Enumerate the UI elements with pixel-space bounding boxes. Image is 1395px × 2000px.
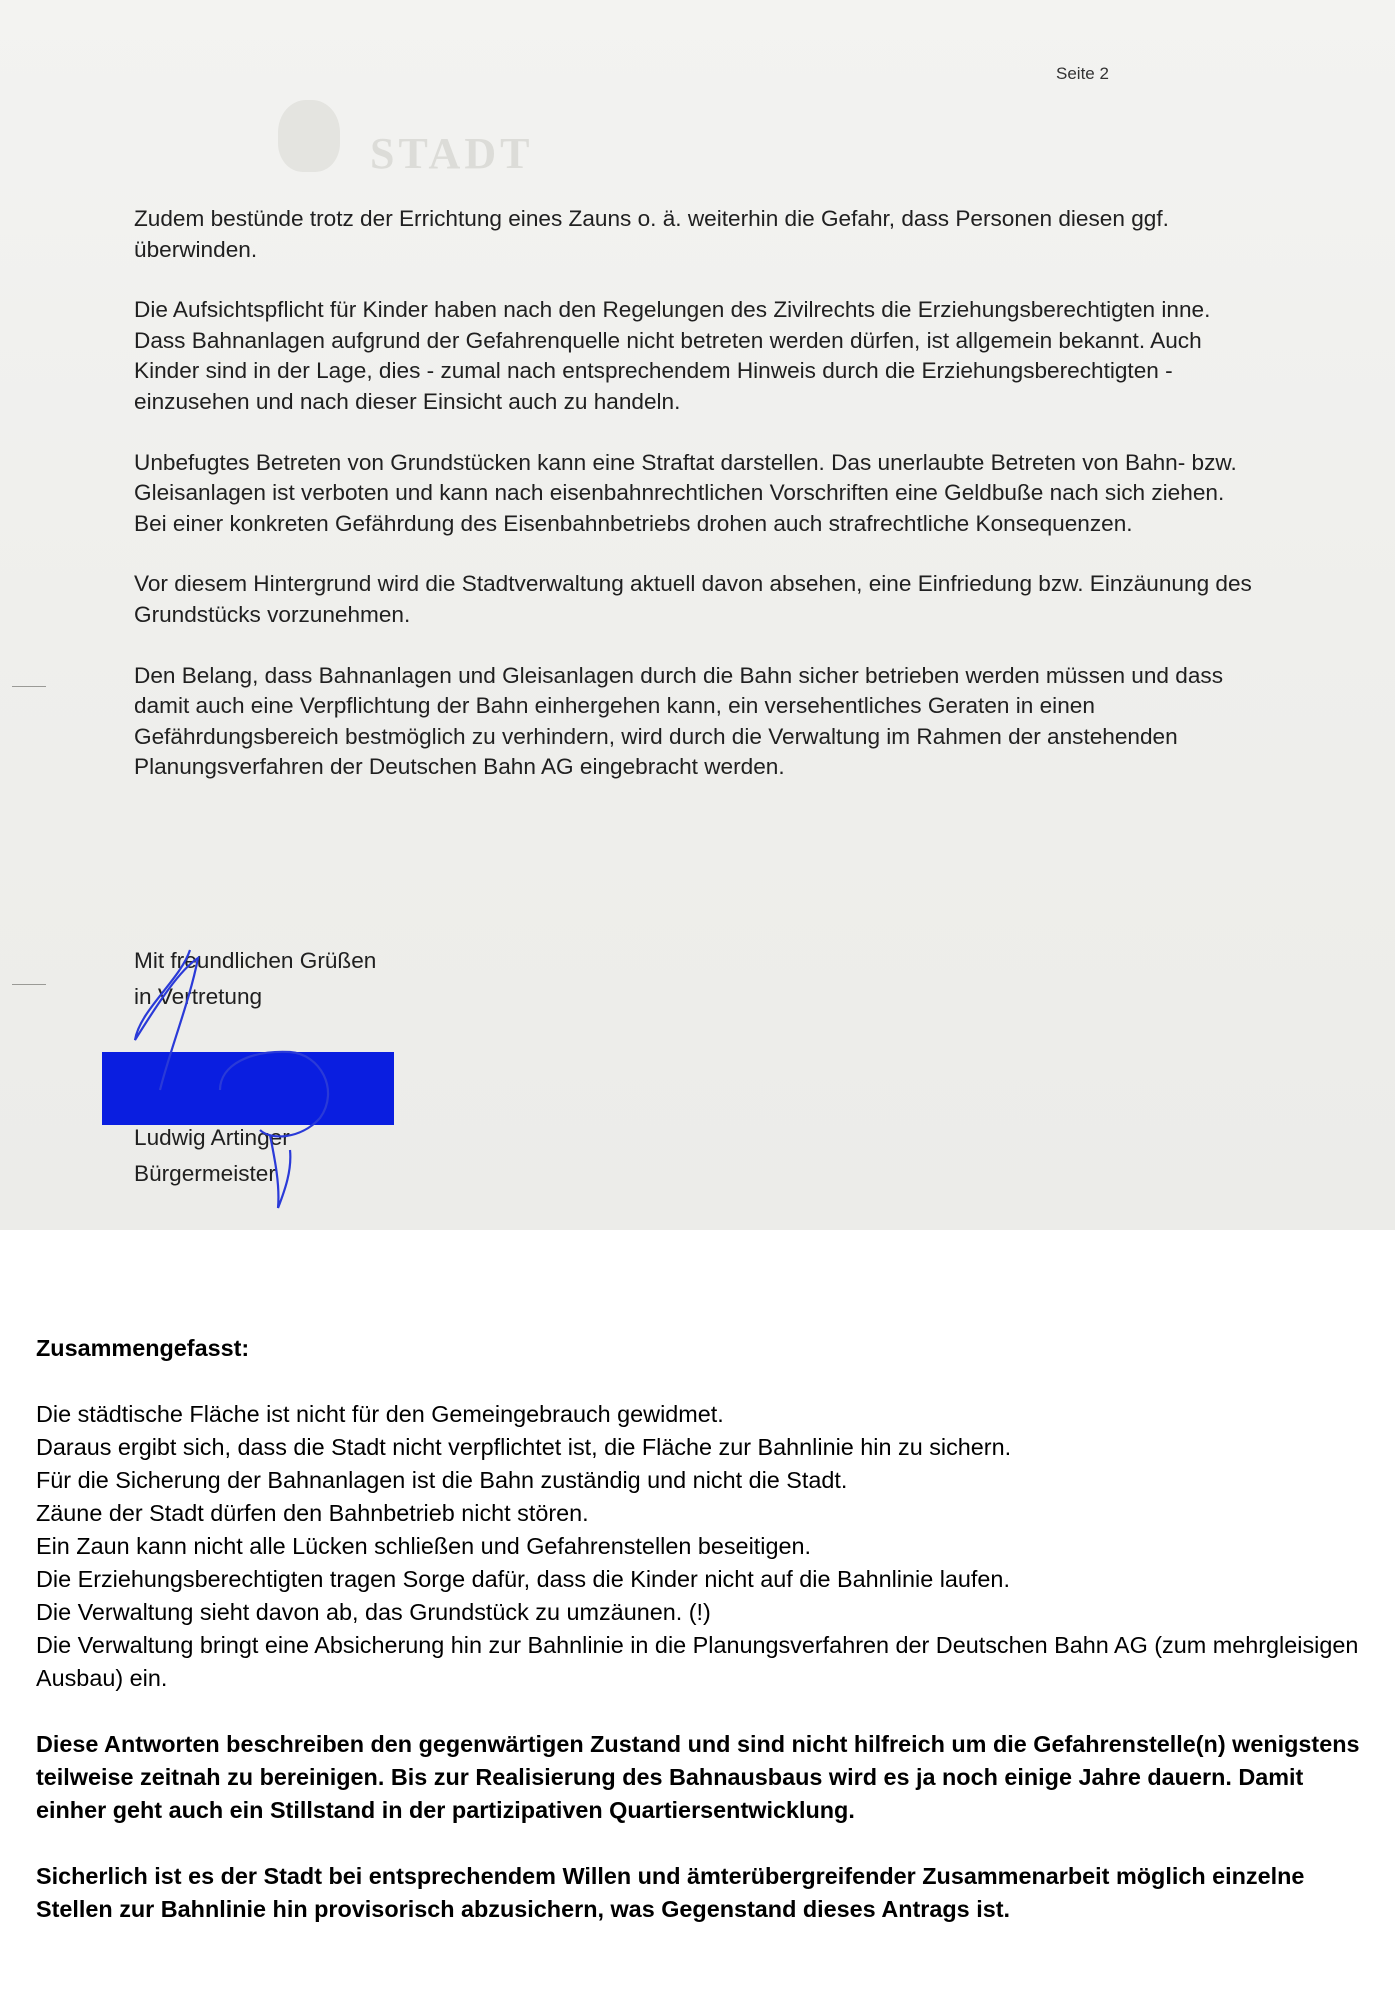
summary-request: Sicherlich ist es der Stadt bei entsprechendem Willen und ämterübergreifender Zusammenarbeit möglich einzelne Stellen zur Bahnlinie hin provisorisch abzusichern, was Gegenstand dieses Antrags ist. [36, 1863, 1305, 1922]
punch-mark [12, 984, 46, 985]
city-seal-watermark [278, 100, 340, 172]
letter-paragraph: Die Aufsichtspflicht für Kinder haben nach den Regelungen des Zivilrechts die Erziehungsberechtigten inne. Dass Bahnanlagen aufgrund der Gefahrenquelle nicht betreten werden dürfen, ist allgemein bekannt. Auch Kinder sind in der Lage, dies - zumal nach entsprechendem Hinweis durch die Erziehungsberechtigten - einzusehen und nach dieser Einsicht auch zu handeln. [134, 297, 1211, 414]
summary-point: Die Verwaltung bringt eine Absicherung hin zur Bahnlinie in die Planungsverfahren der Deutschen Bahn AG (zum mehrgleisigen Ausbau) ein. [36, 1632, 1359, 1691]
closing-representation: in Vertretung [134, 984, 263, 1009]
letter-paragraph: Den Belang, dass Bahnanlagen und Gleisanlagen durch die Bahn sicher betrieben werden müssen und dass damit auch eine Verpflichtung der Bahn einhergehen kann, ein versehentliches Geraten in einen Gefährdungsbereich bestmöglich zu verhindern, wird durch die Verwaltung im Rahmen der anstehenden Planungsverfahren der Deutschen Bahn AG eingebracht werden. [134, 662, 1224, 780]
summary-point: Die städtische Fläche ist nicht für den Gemeingebrauch gewidmet. [36, 1401, 724, 1427]
handwritten-signature [120, 940, 420, 1220]
summary-heading: Zusammengefasst: [36, 1335, 250, 1361]
signer-name: Ludwig Artinger [134, 1125, 290, 1150]
summary-section [36, 1332, 1366, 1959]
summary-point: Die Erziehungsberechtigten tragen Sorge dafür, dass die Kinder nicht auf die Bahnlinie laufen. [36, 1566, 1010, 1592]
summary-point: Ein Zaun kann nicht alle Lücken schließen und Gefahrenstellen beseitigen. [36, 1533, 811, 1559]
closing-greeting: Mit freundlichen Grüßen [134, 948, 377, 973]
summary-point: Für die Sicherung der Bahnanlagen ist die Bahn zuständig und nicht die Stadt. [36, 1467, 848, 1493]
letter-paragraph: Unbefugtes Betreten von Grundstücken kann eine Straftat darstellen. Das unerlaubte Betreten von Bahn- bzw. Gleisanlagen ist verboten und kann nach eisenbahnrechtlichen Vorschriften eine Geldbuße nach sich ziehen. Bei einer konkreten Gefährdung des Eisenbahnbetriebs drohen auch strafrechtliche Konsequenzen. [134, 449, 1237, 536]
page-number: Seite 2 [1056, 64, 1109, 83]
fold-mark [12, 686, 46, 687]
letter-paragraph: Vor diesem Hintergrund wird die Stadtverwaltung aktuell davon absehen, eine Einfriedung bzw. Einzäunung des Grundstücks vorzunehmen. [134, 571, 1252, 627]
letter-paragraph: Zudem bestünde trotz der Errichtung eines Zauns o. ä. weiterhin die Gefahr, dass Personen diesen ggf. überwinden. [134, 206, 1169, 262]
summary-assessment: Diese Antworten beschreiben den gegenwärtigen Zustand und sind nicht hilfreich um die Gefahrenstelle(n) wenigstens teilweise zeitnah zu bereinigen. Bis zur Realisierung des Bahnausbaus wird es ja noch einige Jahre dauern. Damit einher geht auch ein Stillstand in der partizipativen Quartiersentwicklung. [36, 1731, 1360, 1823]
letterhead-bleed-through: STADT [370, 129, 534, 178]
summary-point: Zäune der Stadt dürfen den Bahnbetrieb nicht stören. [36, 1500, 589, 1526]
summary-point: Daraus ergibt sich, dass die Stadt nicht verpflichtet ist, die Fläche zur Bahnlinie hin zu sichern. [36, 1434, 1012, 1460]
signer-title: Bürgermeister [134, 1161, 276, 1186]
summary-point: Die Verwaltung sieht davon ab, das Grundstück zu umzäunen. (!) [36, 1599, 711, 1625]
summary-points [36, 1398, 1366, 1695]
letter-body [134, 204, 1254, 813]
